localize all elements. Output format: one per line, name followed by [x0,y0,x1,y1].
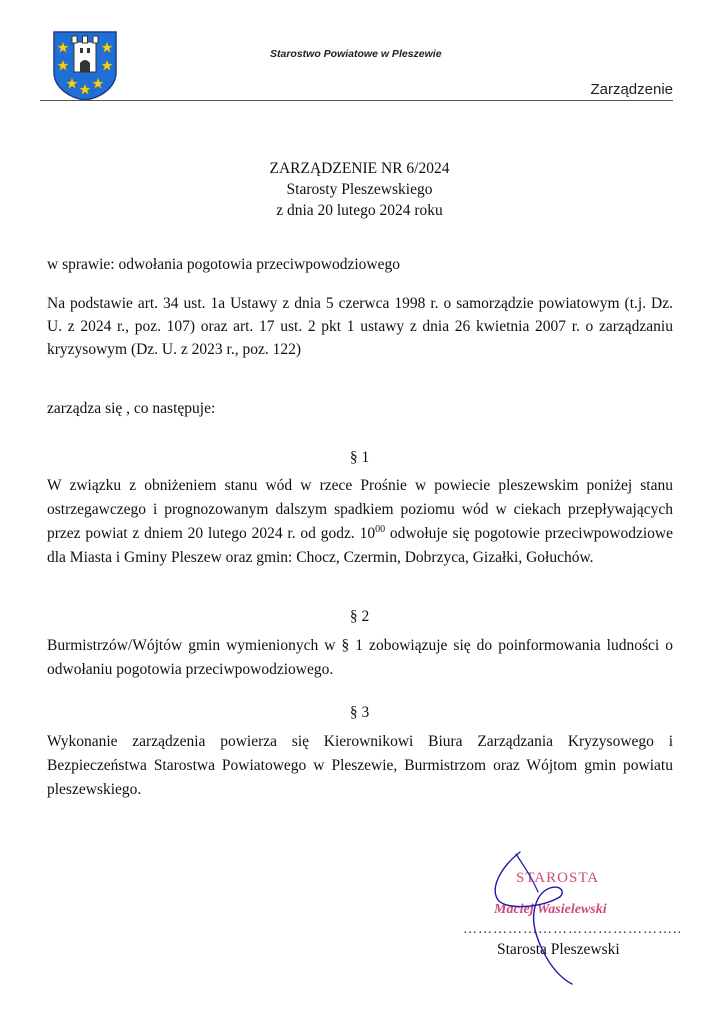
section-3-sign: § 3 [349,704,370,721]
section-1-time-superscript: 00 [375,524,386,535]
document-type-label: Zarządzenie [590,81,673,98]
subject-line: w sprawie: odwołania pogotowia przeciwpowodziowego [47,256,400,273]
section-1-text-part2: odwołuje się pogotowie przeciwpowodziowe dla Miasta i Gminy Pleszew oraz gmin: Chocz, Czermin, Dobrzyca, Gizałki, Gołuchów. [47,525,674,566]
document-title [0,158,719,221]
title-line-date: z dnia 20 lutego 2024 roku [276,202,443,219]
signatory-title: Starosta Pleszewski [497,941,620,958]
section-1-text [47,474,673,570]
header-divider [40,100,673,101]
coat-of-arms-icon [50,28,120,102]
stamp-title: STAROSTA [516,870,600,886]
section-1-sign: § 1 [349,449,370,466]
handwritten-signature-icon [480,848,620,988]
intro-line: zarządza się , co następuje: [47,400,216,417]
section-3-text: Wykonanie zarządzenia powierza się Kierownikowi Biura Zarządzania Kryzysowego i Bezpieczeństwa Starostwa Powiatowego w Pleszewie, Burmistrzom oraz Wójtom gmin powiatu pleszewskiego. [47,733,673,798]
section-1-text-part1: W związku z obniżeniem stanu wód w rzece Prośnie w powiecie pleszewskim poniżej stanu ostrzegawczego i prognozowanym dalszym spadkiem poziomu wód w ciekach przepływających przez powiat z dniem 20 lutego 2024 r. od godz. 10 [47,477,673,542]
section-2-text: Burmistrzów/Wójtów gmin wymienionych w § 1 zobowiązuje się do poinformowania ludności o odwołaniu pogotowia przeciwpowodziowego. [47,637,673,678]
legal-basis-paragraph: Na podstawie art. 34 ust. 1a Ustawy z dnia 5 czerwca 1998 r. o samorządzie powiatowym (t.j. Dz. U. z 2024 r., poz. 107) oraz art. 17 ust. 2 pkt 1 ustawy z dnia 26 kwietnia 2007 r. o zarządzaniu kryzysowym (Dz. U. z 2023 r., poz. 122) [47,295,673,358]
section-2-sign: § 2 [349,608,370,625]
office-name: Starostwo Powiatowe w Pleszewie [270,48,442,60]
title-line-issuer: Starosty Pleszewskiego [286,181,433,198]
stamp-name: Maciej Wasielewski [494,902,607,917]
title-line-number: ZARZĄDZENIE NR 6/2024 [269,160,450,177]
signature-dotted-line: …………………………………….. [463,922,682,937]
